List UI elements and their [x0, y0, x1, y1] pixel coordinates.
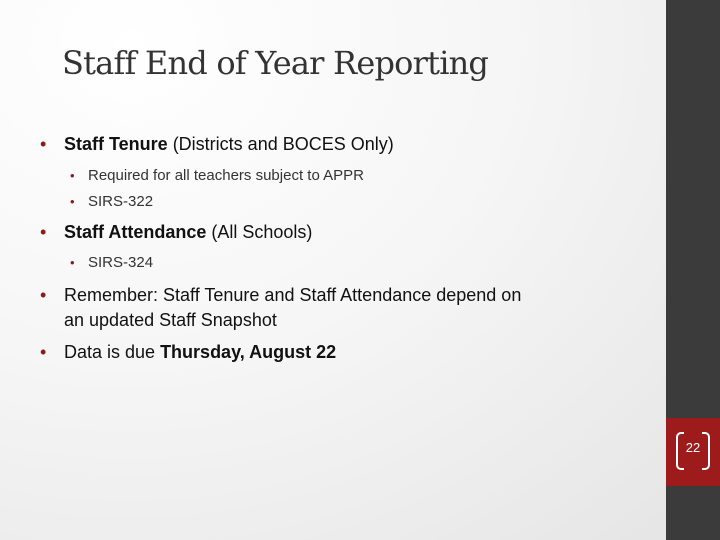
- bullet-remember: [30, 283, 650, 333]
- sub-bullet: [30, 252, 650, 273]
- bullet-bold-text: Staff Tenure: [64, 134, 168, 154]
- sub-bullet-text: Required for all teachers subject to APPR: [88, 167, 364, 184]
- sub-bullet: [30, 165, 650, 186]
- sub-bullet-dot-icon: •: [70, 255, 75, 270]
- bullet-text-line1: Remember: Staff Tenure and Staff Attendance depend on: [64, 285, 522, 305]
- sub-bullet-text: SIRS-322: [88, 193, 154, 210]
- page-number-badge: [666, 418, 720, 486]
- bullet-staff-tenure: [30, 132, 650, 157]
- page-number: 22: [685, 440, 701, 455]
- sub-bullet: [30, 191, 650, 212]
- bullet-staff-attendance: [30, 220, 650, 245]
- slide-title: Staff End of Year Reporting: [62, 44, 489, 82]
- bullet-bold-text: Staff Attendance: [64, 222, 207, 242]
- right-bracket-icon: [702, 432, 710, 470]
- bullet-dot-icon: •: [40, 342, 47, 362]
- bullet-text-line2: an updated Staff Snapshot: [64, 310, 277, 330]
- bullet-text: (Districts and BOCES Only): [167, 134, 394, 154]
- due-date: Thursday, August 22: [160, 342, 337, 362]
- sub-bullet-text: SIRS-324: [88, 254, 154, 271]
- bullet-dot-icon: •: [40, 285, 47, 305]
- bullet-dot-icon: •: [40, 222, 47, 242]
- bullet-dot-icon: •: [40, 134, 47, 154]
- sub-bullet-dot-icon: •: [70, 194, 75, 209]
- bullet-text: Data is due: [64, 342, 161, 362]
- sub-bullet-dot-icon: •: [70, 168, 75, 183]
- bullet-list: [30, 132, 650, 365]
- bullet-due-date: [30, 340, 650, 365]
- bullet-text: (All Schools): [206, 222, 313, 242]
